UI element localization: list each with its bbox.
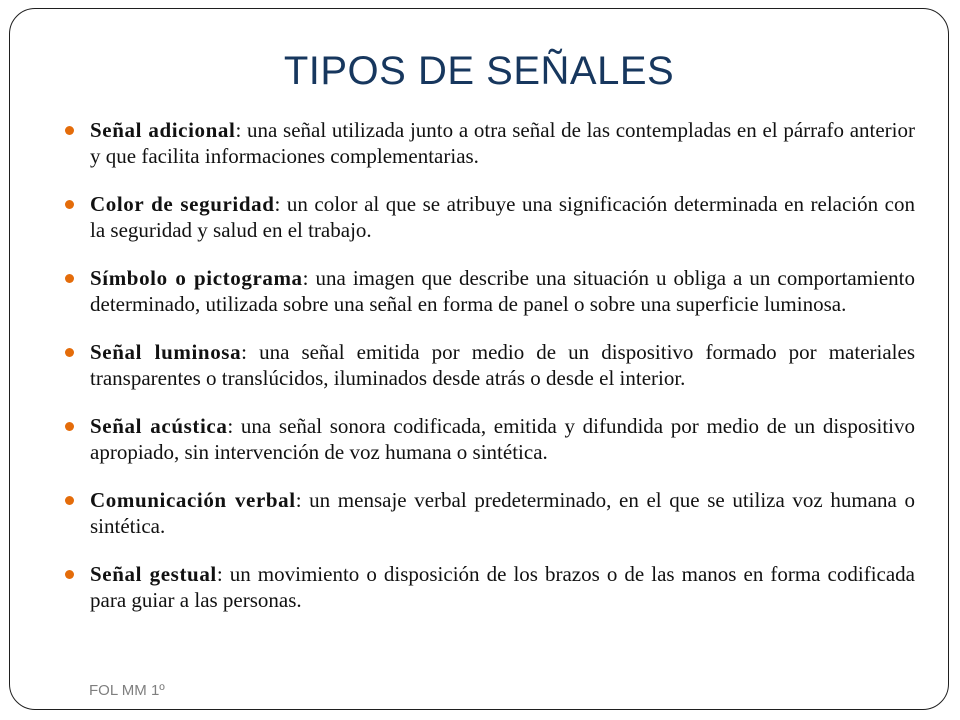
list-item <box>90 117 915 169</box>
item-term: Señal acústica <box>90 414 228 438</box>
list-item <box>90 413 915 465</box>
bullet-icon <box>65 274 74 283</box>
bullet-icon <box>65 348 74 357</box>
item-term: Símbolo o pictograma <box>90 266 303 290</box>
item-definition: : una señal emitida por medio de un dispositivo formado por materiales transparentes o translúcidos, iluminados desde atrás o desde el interior. <box>90 340 915 390</box>
item-definition: : un mensaje verbal predeterminado, en el que se utiliza voz humana o sintética. <box>90 488 916 538</box>
definition-list <box>90 117 915 635</box>
item-term: Comunicación verbal <box>90 488 296 512</box>
list-item <box>90 561 915 613</box>
item-definition: : una señal sonora codificada, emitida y difundida por medio de un dispositivo apropiado, sin intervención de voz humana o sintética. <box>90 414 916 464</box>
bullet-icon <box>65 200 74 209</box>
slide-frame <box>9 8 949 710</box>
item-definition: : una imagen que describe una situación u obliga a un comportamiento determinado, utilizada sobre una señal en forma de panel o sobre una superficie luminosa. <box>90 266 915 316</box>
bullet-icon <box>65 570 74 579</box>
list-item <box>90 339 915 391</box>
item-term: Señal adicional <box>90 118 236 142</box>
item-term: Color de seguridad <box>90 192 275 216</box>
slide-title: TIPOS DE SEÑALES <box>283 49 675 93</box>
slide-footer: FOL MM 1º <box>89 682 165 699</box>
item-definition: : un movimiento o disposición de los brazos o de las manos en forma codificada para guiar a las personas. <box>90 562 915 612</box>
item-term: Señal gestual <box>90 562 217 586</box>
list-item <box>90 265 915 317</box>
bullet-icon <box>65 126 74 135</box>
list-item <box>90 487 915 539</box>
item-definition: : una señal utilizada junto a otra señal de las contempladas en el párrafo anterior y que facilita informaciones complementarias. <box>90 118 915 168</box>
list-item <box>90 191 915 243</box>
bullet-icon <box>65 422 74 431</box>
bullet-icon <box>65 496 74 505</box>
item-definition: : un color al que se atribuye una significación determinada en relación con la seguridad y salud en el trabajo. <box>90 192 915 242</box>
item-term: Señal luminosa <box>90 340 242 364</box>
